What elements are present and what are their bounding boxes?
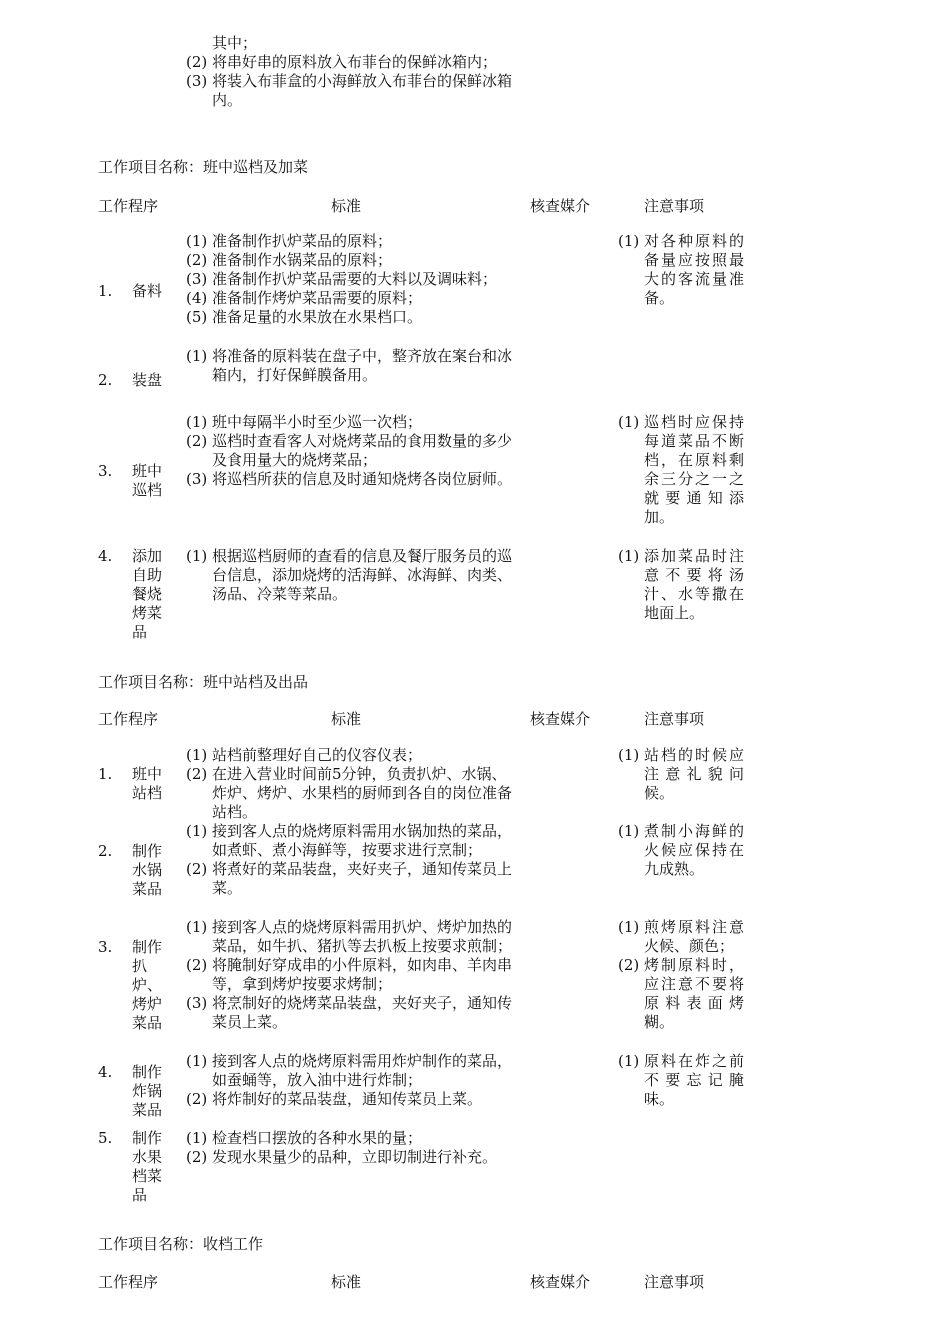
list-item: (1) 站档的时候应注意礼貌问候。	[618, 746, 744, 802]
row-name: 班中站档	[132, 765, 163, 802]
row-name: 制作炸锅菜品	[132, 1063, 163, 1119]
header-media: 核查媒介	[530, 197, 591, 215]
header-notes: 注意事项	[644, 1273, 705, 1291]
standards-list	[186, 1052, 516, 1109]
list-item: (1) 接到客人点的烧烤原料需用扒炉、烤炉加热的菜品，如牛扒、猪扒等去扒板上按要求煎制；	[186, 918, 513, 955]
list-item: (1) 煮制小海鲜的火候应保持在九成熟。	[618, 822, 744, 878]
list-item: (5) 准备足量的水果放在水果档口。	[186, 308, 423, 326]
notes-list	[618, 1052, 744, 1109]
header-notes: 注意事项	[644, 197, 705, 215]
standards-list	[186, 232, 516, 327]
list-item: (1) 巡档时应保持每道菜品不断档，在原料剩余三分之一之就要通知添加。	[618, 413, 744, 526]
list-item: (1) 根据巡档厨师的查看的信息及餐厅服务员的巡台信息，添加烧烤的活海鲜、冰海鲜、肉类、汤品、冷菜等菜品。	[186, 547, 513, 603]
list-item: (1) 接到客人点的烧烤原料需用炸炉制作的菜品，如蚕蛹等，放入油中进行炸制；	[186, 1052, 513, 1089]
standards-list	[186, 918, 516, 1032]
row-name: 备料	[132, 282, 163, 300]
list-item: (2) 准备制作水锅菜品的原料；	[186, 251, 393, 269]
row-number: 4.	[98, 547, 113, 565]
header-procedure: 工作程序	[98, 1273, 159, 1291]
list-item: (2) 在进入营业时间前5分钟，负责扒炉、水锅、炸炉、烤炉、水果档的厨师到各自的岗位准备站档。	[186, 765, 513, 821]
list-item: (2) 烤制原料时，应注意不要将原料表面烤糊。	[618, 956, 744, 1031]
row-name: 装盘	[132, 371, 163, 389]
header-notes: 注意事项	[644, 710, 705, 728]
header-media: 核查媒介	[530, 1273, 591, 1291]
list-item: (3) 将巡档所获的信息及时通知烧烤各岗位厨师。	[186, 470, 513, 488]
standards-list	[186, 822, 516, 898]
standards-list	[186, 547, 516, 604]
row-name: 制作扒炉、烤炉菜品	[132, 938, 163, 1032]
list-item: (1) 对各种原料的备量应按照最大的客流量准备。	[618, 232, 744, 307]
row-name: 制作水锅菜品	[132, 842, 163, 898]
list-item: (4) 准备制作烤炉菜品需要的原料；	[186, 289, 423, 307]
row-number: 1.	[98, 282, 113, 300]
list-item: 其中；	[212, 34, 258, 52]
top-continuation-list	[186, 34, 516, 110]
list-item: (1) 添加菜品时注意不要将汤汁、水等撒在地面上。	[618, 547, 744, 622]
list-item: (3) 准备制作扒炉菜品需要的大料以及调味料；	[186, 270, 498, 288]
notes-list	[618, 413, 744, 527]
row-number: 2.	[98, 371, 113, 389]
notes-list	[618, 822, 744, 879]
list-item: (3) 将烹制好的烧烤菜品装盘，夹好夹子，通知传菜员上菜。	[186, 994, 513, 1031]
list-item: (2) 将炸制好的菜品装盘，通知传菜员上菜。	[186, 1090, 483, 1108]
list-item: (1) 原料在炸之前不要忘记腌味。	[618, 1052, 744, 1108]
list-item: (1) 将准备的原料装在盘子中，整齐放在案台和冰箱内，打好保鲜膜备用。	[186, 347, 513, 384]
list-item: (1) 接到客人点的烧烤原料需用水锅加热的菜品，如煮虾、煮小海鲜等，按要求进行烹制；	[186, 822, 513, 859]
list-item: (1) 站档前整理好自己的仪容仪表；	[186, 746, 423, 764]
list-item: (3) 将装入布菲盒的小海鲜放入布菲台的保鲜冰箱内。	[186, 72, 513, 109]
standards-list	[186, 413, 516, 489]
list-item: (1) 准备制作扒炉菜品的原料；	[186, 232, 393, 250]
list-item: (2) 将串好串的原料放入布菲台的保鲜冰箱内；	[186, 53, 498, 71]
row-number: 3.	[98, 938, 113, 956]
row-number: 1.	[98, 765, 113, 783]
header-procedure: 工作程序	[98, 710, 159, 728]
list-item: (1) 班中每隔半小时至少巡一次档；	[186, 413, 423, 431]
section-title: 工作项目名称：收档工作	[98, 1235, 264, 1253]
notes-list	[618, 232, 744, 308]
notes-list	[618, 547, 744, 623]
section-title: 工作项目名称：班中巡档及加菜	[98, 158, 309, 176]
notes-list	[618, 746, 744, 803]
row-number: 4.	[98, 1063, 113, 1081]
list-item: (2) 发现水果量少的品种，立即切制进行补充。	[186, 1148, 498, 1166]
row-number: 5.	[98, 1129, 113, 1147]
row-name: 班中巡档	[132, 462, 163, 499]
row-number: 2.	[98, 842, 113, 860]
notes-list	[618, 918, 744, 1032]
standards-list	[186, 347, 516, 385]
header-procedure: 工作程序	[98, 197, 159, 215]
standards-list	[186, 1129, 516, 1167]
list-item: (2) 巡档时查看客人对烧烤菜品的食用数量的多少及食用量大的烧烤菜品；	[186, 432, 513, 469]
header-media: 核查媒介	[530, 710, 591, 728]
list-item: (2) 将煮好的菜品装盘，夹好夹子，通知传菜员上菜。	[186, 860, 513, 897]
header-standard: 标准	[331, 710, 362, 728]
row-name: 制作水果档菜品	[132, 1129, 163, 1204]
list-item: (1) 煎烤原料注意火候、颜色；	[618, 918, 744, 955]
row-number: 3.	[98, 462, 113, 480]
standards-list	[186, 746, 516, 822]
list-item: (1) 检查档口摆放的各种水果的量；	[186, 1129, 423, 1147]
list-item: (2) 将腌制好穿成串的小件原料，如肉串、羊肉串等，拿到烤炉按要求烤制；	[186, 956, 513, 993]
header-standard: 标准	[331, 197, 362, 215]
section-title: 工作项目名称：班中站档及出品	[98, 673, 309, 691]
header-standard: 标准	[331, 1273, 362, 1291]
row-name: 添加自助餐烧烤菜品	[132, 547, 163, 641]
